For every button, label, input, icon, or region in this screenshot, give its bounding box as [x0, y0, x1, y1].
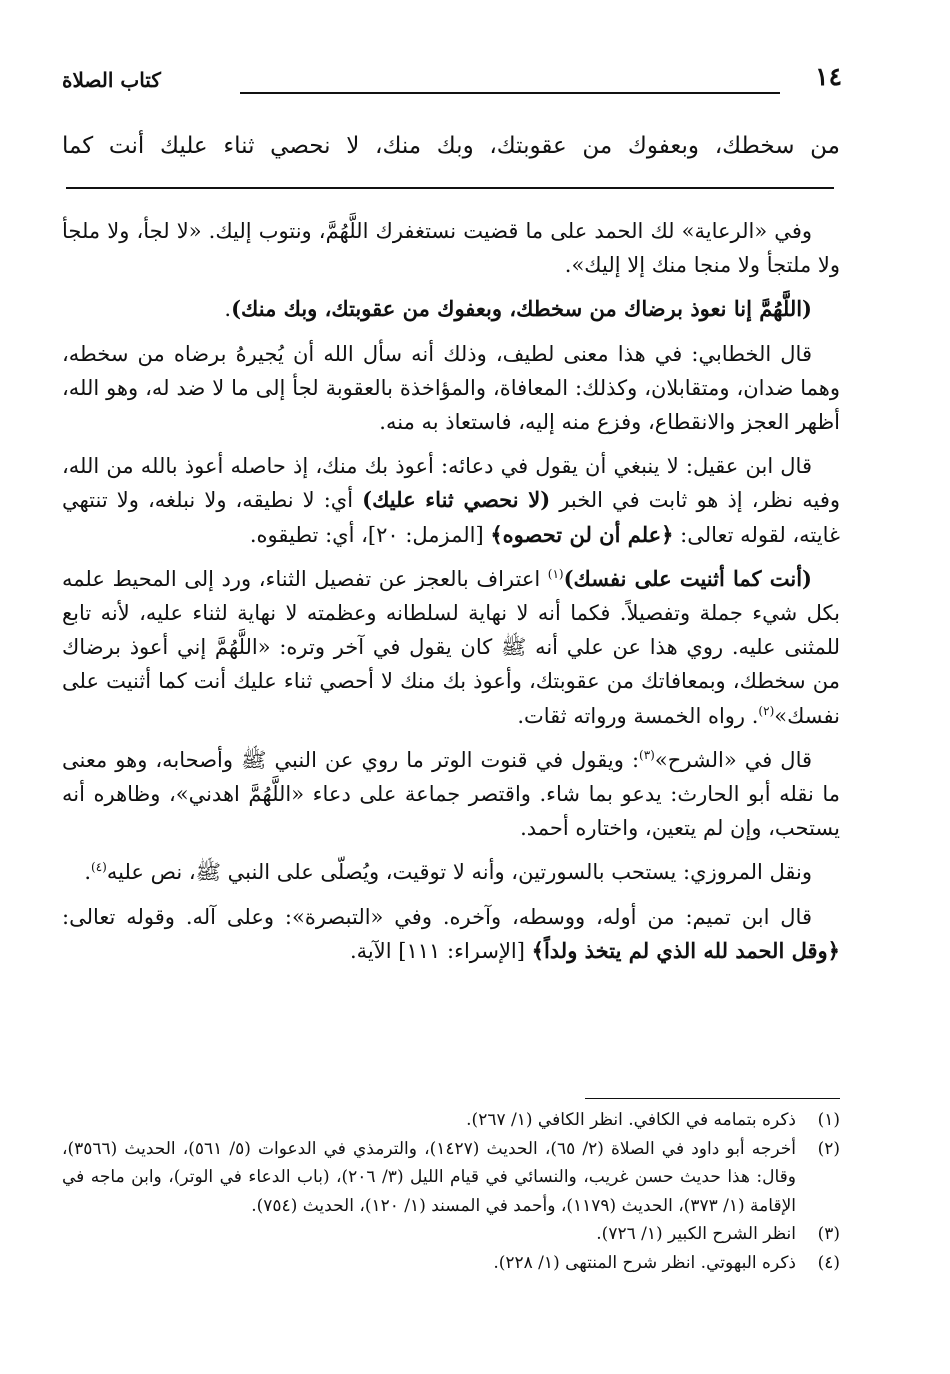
section-rule [66, 187, 834, 189]
bold-text: (لا نحصي ثناء عليك) [362, 487, 551, 513]
footnote-text: ذكره بتمامه في الكافي. انظر الكافي (١/ ٢٦٧). [466, 1110, 796, 1130]
chapter-title: كتاب الصلاة [62, 68, 161, 92]
footnote-text: أخرجه أبو داود في الصلاة (٢/ ٦٥)، الحديث (١٤٢٧)، والترمذي في الدعوات (٥/ ٥٦١)، الحديث (٣٥٦٦)، وقال: هذا حديث حسن غريب، والنسائي في قيام الليل (٣/ ٢٠٦)، (باب الدعاء في الوتر)، وابن ماجه في الإقامة (١/ ٣٧٣)، الحديث (١١٧٩)، وأحمد في المسند (١/ ١٢٠)، الحديث (٧٥٤). [62, 1138, 796, 1216]
footnotes [62, 1106, 840, 1277]
text-run: أي: لا نطيقه، ولا نبلغه، ولا تنتهي غايته، لقوله تعالى: [62, 488, 840, 547]
bold-text: (اللَّهُمَّ إنا نعوذ برضاك من سخطك، وبعفوك من عقوبتك، وبك منك) [231, 296, 812, 322]
paragraph [62, 855, 840, 889]
paragraph [62, 562, 840, 733]
text-run: . رواه الخمسة ورواته ثقات. [517, 703, 759, 728]
footnote-ref: (١) [547, 566, 564, 581]
footnote [62, 1220, 840, 1249]
footnote-number: (١) [817, 1110, 840, 1130]
footnote [62, 1135, 840, 1221]
page-header [62, 62, 842, 102]
text-run: اعتراف بالعجز عن تفصيل الثناء، ورد إلى المحيط علمه بكل شيء جملة وتفصيلاً. فكما أنه لا نهاية لسلطانه وعظمته لا نهاية لثناء عليه، لأنه تابع للمثنى عليه. روي هذا عن علي أنه ﷺ كان يقول في آخر وتره: «اللَّهُمَّ إني أعوذ برضاك من سخطك، وبمعافاتك من عقوبتك، وأعوذ بك منك لا أحصي ثناء عليك أنت كما أثنيت على نفسك» [62, 566, 840, 728]
footnote [62, 1106, 840, 1135]
bold-text: ﴿وقل الحمد لله الذي لم يتخذ ولداً﴾ [531, 937, 840, 963]
text-run: وفي «الرعاية» لك الحمد على ما قضيت نستغفرك اللَّهُمَّ، ونتوب إليك. «لا لجأ، ولا ملجأ ولا ملتجأ ولا منجا منك إلا إليك». [62, 219, 840, 278]
footnote-text: ذكره البهوتي. انظر شرح المنتهى (١/ ٢٢٨). [493, 1252, 796, 1273]
main-text [62, 214, 840, 978]
footnote-ref: (٤) [91, 860, 107, 875]
text-run: . [224, 297, 232, 322]
footnote-ref: (٢) [758, 703, 775, 718]
text-run: قال في «الشرح» [654, 747, 813, 772]
page-number: ١٤ [815, 62, 842, 91]
text-run: [المزمل: ٢٠]، أي: تطيقوه. [249, 522, 491, 547]
paragraph [62, 743, 840, 846]
text-run: قال الخطابي: في هذا معنى لطيف، وذلك أنه سأل الله أن يُجيرهُ برضاه من سخطه، وهما ضدان، ومتقابلان، وكذلك: المعافاة، والمؤاخذة بالعقوبة لجأ إلى ما لا ضد له، وهو الله، أظهر العجز والانقطاع، وفزع منه إليه، فاستعاذ به منه. [62, 341, 840, 435]
text-run: . [84, 860, 92, 885]
text-run: قال ابن عقيل: لا ينبغي أن يقول في دعائه: أعوذ بك منك، إذ حاصله أعوذ بالله من الله، وفيه نظر، إذ هو ثابت في الخبر [62, 454, 840, 513]
text-run: قال ابن تميم: من أوله، ووسطه، وآخره. وفي «التبصرة»: وعلى آله. وقوله تعالى: [62, 904, 812, 929]
text-run: ونقل المروزي: يستحب بالسورتين، وأنه لا توقيت، ويُصلّى على النبي ﷺ، نص عليه [106, 860, 812, 885]
bold-text: (أنت كما أثنيت على نفسك) [563, 565, 812, 591]
footnote [62, 1249, 840, 1278]
header-rule [240, 92, 780, 94]
footnote-number: (٤) [817, 1252, 840, 1273]
footnote-separator [585, 1098, 840, 1099]
footnote-number: (٣) [817, 1224, 840, 1244]
footnote-number: (٢) [817, 1138, 840, 1159]
footnote-text: انظر الشرح الكبير (١/ ٧٢٦). [596, 1224, 796, 1244]
paragraph [62, 337, 840, 440]
continuation-line: من سخطك، وبعفوك من عقوبتك، وبك منك، لا نحصي ثناء عليك أنت كما [62, 133, 840, 159]
footnote-ref: (٣) [639, 747, 655, 762]
paragraph [62, 214, 840, 282]
bold-text: ﴿علم أن لن تحصوه﴾ [490, 521, 674, 547]
text-run: [الإسراء: ١١١] الآية. [350, 938, 532, 963]
text-run: : ويقول في قنوت الوتر ما روي عن النبي ﷺ وأصحابه، وهو معنى ما نقله أبو الحارث: يدعو بما شاء. واقتصر جماعة على دعاء «اللَّهُمَّ اهدني»، وظاهره أنه يستحب، وإن لم يتعين، واختاره أحمد. [62, 747, 840, 841]
paragraph [62, 900, 840, 968]
paragraph [62, 449, 840, 552]
paragraph [62, 292, 840, 326]
